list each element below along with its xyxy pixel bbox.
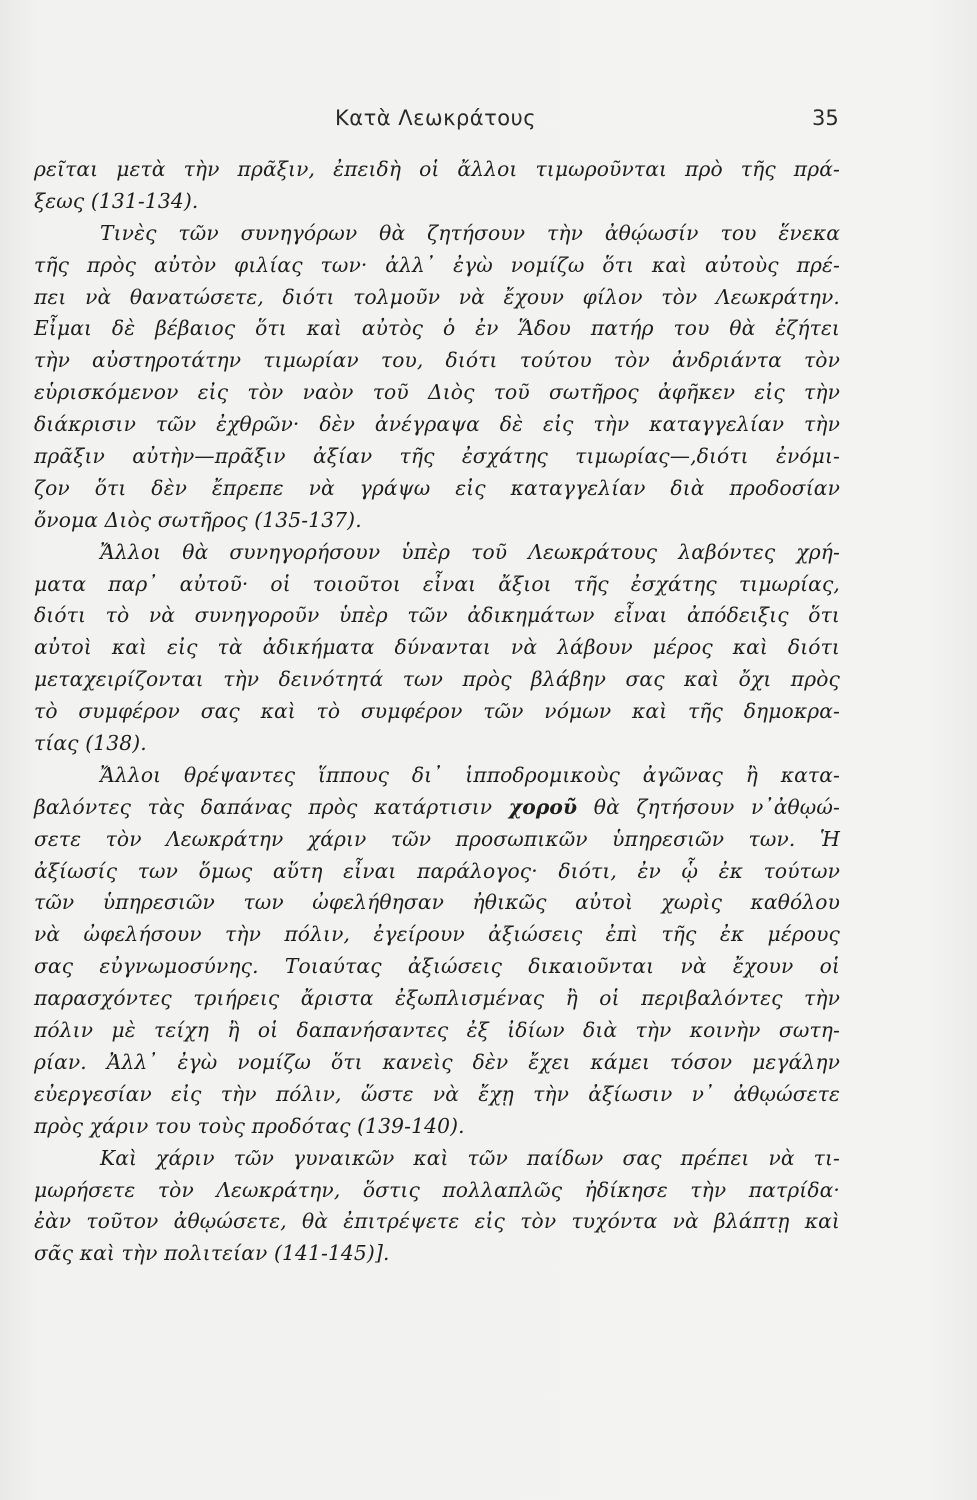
bold-word: χοροῦ xyxy=(508,794,578,819)
paragraph-start-line: Καὶ χάριν τῶν γυναικῶν καὶ τῶν παίδων σας πρέπει νὰ τι- xyxy=(100,1145,840,1170)
running-title: Κατὰ Λεωκράτους xyxy=(335,106,537,130)
text-segment: βαλόντες τὰς δαπάνας πρὸς κατάρτισιν xyxy=(34,794,509,819)
text-line: διότι τὸ νὰ συνηγοροῦν ὑπὲρ τῶν ἀδικημάτων εἶναι ἀπόδειξις ὅτι xyxy=(34,603,840,628)
paragraph-start-line: Τινὲς τῶν συνηγόρων θὰ ζητήσουν τὴν ἀθῴωσίν του ἕνεκα xyxy=(100,220,840,245)
text-line: πόλιν μὲ τείχη ἢ οἱ δαπανήσαντες ἐξ ἰδίων διὰ τὴν κοινὴν σωτη- xyxy=(34,1018,840,1043)
text-line: εὐεργεσίαν εἰς τὴν πόλιν, ὥστε νὰ ἔχῃ τὴν ἀξίωσιν ν᾽ ἀθῳώσετε xyxy=(34,1081,840,1106)
text-line: διάκρισιν τῶν ἐχθρῶν· δὲν ἀνέγραψα δὲ εἰς τὴν καταγγελίαν τὴν xyxy=(34,412,840,437)
text-line: μωρήσετε τὸν Λεωκράτην, ὅστις πολλαπλῶς ἠδίκησε τὴν πατρίδα· xyxy=(34,1177,840,1202)
text-line: ὄνομα Διὸς σωτῆρος (135-137). xyxy=(34,507,362,532)
text-line: ξεως (131-134). xyxy=(34,188,199,213)
text-line: ζον ὅτι δὲν ἔπρεπε νὰ γράψω εἰς καταγγελίαν διὰ προδοσίαν xyxy=(34,475,840,500)
text-line: ρεῖται μετὰ τὴν πρᾶξιν, ἐπειδὴ οἱ ἄλλοι τιμωροῦνται πρὸ τῆς πρά- xyxy=(34,157,840,181)
text-line-with-bold xyxy=(34,792,840,824)
text-line: αὐτοὶ καὶ εἰς τὰ ἀδικήματα δύνανται νὰ λάβουν μέρος καὶ διότι xyxy=(34,635,840,660)
text-line: πρᾶξιν αὐτὴν—πρᾶξιν ἀξίαν τῆς ἐσχάτης τιμωρίας—,διότι ἐνόμι- xyxy=(34,444,840,469)
text-line: ρίαν. Ἀλλ᾽ ἐγὼ νομίζω ὅτι κανεὶς δὲν ἔχει κάμει τόσον μεγάλην xyxy=(34,1049,840,1074)
text-line: τῆς πρὸς αὐτὸν φιλίας των· ἀλλ᾽ ἐγὼ νομίζω ὅτι καὶ αὐτοὺς πρέ- xyxy=(34,252,840,277)
text-line: νὰ ὠφελήσουν τὴν πόλιν, ἐγείρουν ἀξιώσεις ἐπὶ τῆς ἐκ μέρους xyxy=(34,922,840,947)
text-line: τῶν ὑπηρεσιῶν των ὠφελήθησαν ἠθικῶς αὐτοὶ χωρὶς καθόλου xyxy=(34,890,840,915)
text-line: ματα παρ᾽ αὐτοῦ· οἱ τοιοῦτοι εἶναι ἄξιοι τῆς ἐσχάτης τιμωρίας, xyxy=(34,571,840,596)
text-line: πει νὰ θανατώσετε, διότι τολμοῦν νὰ ἔχουν φίλον τὸν Λεωκράτην. xyxy=(34,284,840,309)
text-line: μεταχειρίζονται τὴν δεινότητά των πρὸς βλάβην σας καὶ ὄχι πρὸς xyxy=(34,667,840,692)
text-line: παρασχόντες τριήρεις ἄριστα ἐξωπλισμένας ἢ οἱ περιβαλόντες τὴν xyxy=(34,986,840,1011)
text-line: σᾶς καὶ τὴν πολιτείαν (141-145)]. xyxy=(34,1241,390,1266)
text-line: σας εὐγνωμοσύνης. Τοιαύτας ἀξιώσεις δικαιοῦνται νὰ ἔχουν οἱ xyxy=(34,954,840,979)
text-line: τὸ συμφέρον σας καὶ τὸ συμφέρον τῶν νόμων καὶ τῆς δημοκρα- xyxy=(34,699,840,724)
page-header xyxy=(0,106,977,136)
paragraph-start-line: Ἄλλοι θρέψαντες ἵππους δι᾽ ἱπποδρομικοὺς ἀγῶνας ἢ κατα- xyxy=(100,762,840,787)
text-line: σετε τὸν Λεωκράτην χάριν τῶν προσωπικῶν ὑπηρεσιῶν των. Ἡ xyxy=(34,826,840,851)
text-line: ἐὰν τοῦτον ἀθῳώσετε, θὰ ἐπιτρέψετε εἰς τὸν τυχόντα νὰ βλάπτῃ καὶ xyxy=(34,1209,840,1234)
text-line: εὑρισκόμενον εἰς τὸν ναὸν τοῦ Διὸς τοῦ σωτῆρος ἀφῆκεν εἰς τὴν xyxy=(34,380,840,405)
text-line: τὴν αὐστηροτάτην τιμωρίαν του, διότι τούτου τὸν ἀνδριάντα τὸν xyxy=(34,348,840,373)
paragraph-start-line: Ἄλλοι θὰ συνηγορήσουν ὑπὲρ τοῦ Λεωκράτους λαβόντες χρή- xyxy=(100,539,840,564)
text-line: πρὸς χάριν του τοὺς προδότας (139-140). xyxy=(34,1113,465,1138)
page-number: 35 xyxy=(812,106,839,130)
body-text xyxy=(34,154,840,1270)
text-segment: θὰ ζητήσουν ν᾽ἀθῳώ- xyxy=(577,794,840,819)
text-line: Εἶμαι δὲ βέβαιος ὅτι καὶ αὐτὸς ὁ ἐν Ἅδου πατήρ του θὰ ἐζήτει xyxy=(34,316,840,341)
text-line: ἀξίωσίς των ὅμως αὕτη εἶναι παράλογος· διότι, ἐν ᾧ ἐκ τούτων xyxy=(34,858,840,883)
text-line: τίας (138). xyxy=(34,731,147,756)
